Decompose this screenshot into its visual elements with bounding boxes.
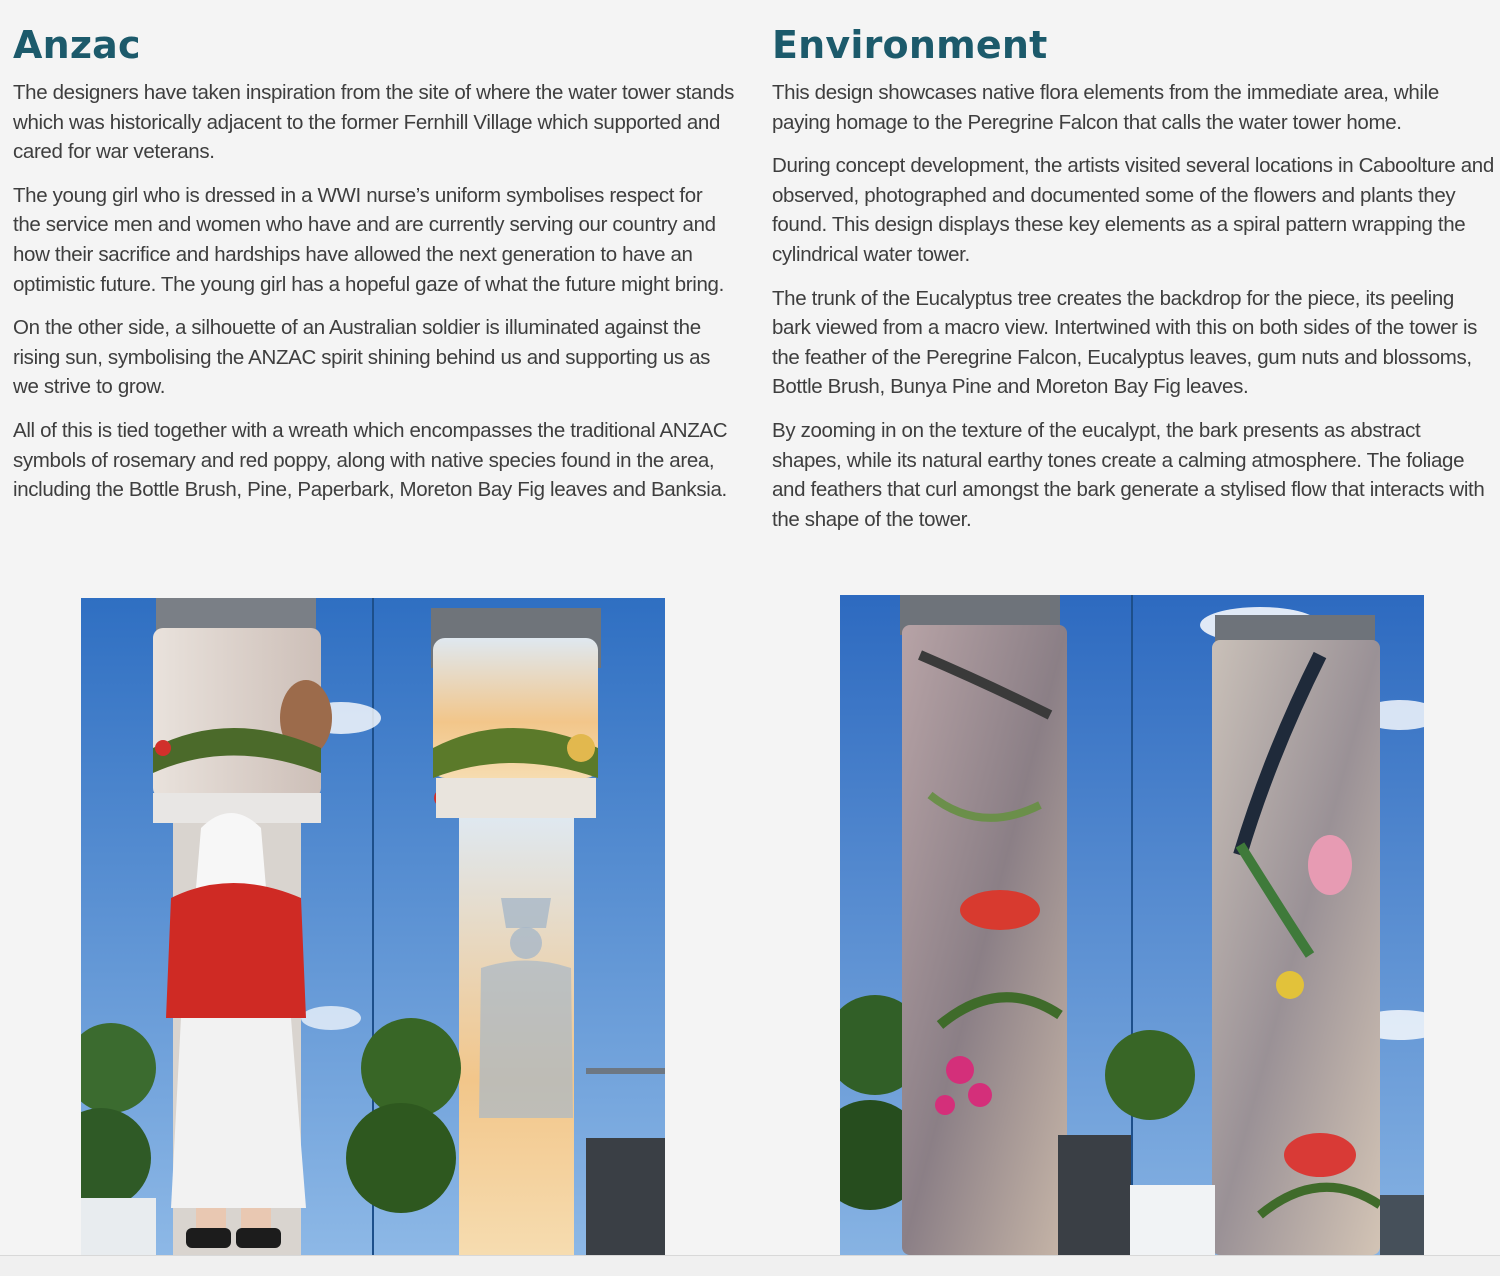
anzac-paragraph-4: All of this is tied together with a wreath which encompasses the traditional ANZAC symbols of rosemary and red poppy, along with native species found in the area, including the Bottle Brush, Pine, Paperbark, Moreton Bay Fig leaves and Banksia. (13, 418, 728, 502)
anzac-section (13, 0, 735, 519)
environment-section (772, 0, 1494, 548)
anzac-paragraph-1: The designers have taken inspiration from the site of where the water tower stands which was historically adjacent to the former Fernhill Village which supported and cared for war veterans. (13, 81, 735, 164)
anzac-mural-illustration (81, 598, 665, 1255)
anzac-mural-image (81, 598, 665, 1255)
anzac-paragraph-2: The young girl who is dressed in a WWI nurse’s uniform symbolises respect for the service men and women who have and are currently serving our country and how their sacrifice and hardships have allowed the next generation to have an optimistic future. The young girl has a hopeful gaze of what the future might bring. (13, 183, 724, 296)
environment-mural-illustration (840, 595, 1424, 1255)
anzac-paragraph-3: On the other side, a silhouette of an Australian soldier is illuminated against the rising sun, symbolising the ANZAC spirit shining behind us and supporting us as we strive to grow. (13, 316, 711, 399)
environment-paragraph-2: During concept development, the artists visited several locations in Caboolture and observed, photographed and documented some of the flowers and plants they found. This design displays these key elements as a spiral pattern wrapping the cylindrical water tower. (772, 154, 1494, 266)
environment-paragraph-3: The trunk of the Eucalyptus tree creates the backdrop for the piece, its peeling bark viewed from a macro view. Intertwined with this on both sides of the tower is the feather of the Peregrine Falcon, Eucalyptus leaves, gum nuts and blossoms, Bottle Brush, Bunya Pine and Moreton Bay Fig leaves. (772, 286, 1478, 399)
environment-paragraph-1: This design showcases native flora elements from the immediate area, while paying homage to the Peregrine Falcon that calls the water tower home. (772, 81, 1439, 134)
environment-heading: Environment (772, 23, 1048, 67)
anzac-heading: Anzac (13, 23, 141, 67)
environment-paragraph-4: By zooming in on the texture of the eucalypt, the bark presents as abstract shapes, while its natural earthy tones create a calming atmosphere. The foliage and feathers that curl amongst the bark generate a stylised flow that interacts with the shape of the tower. (772, 418, 1485, 531)
bottom-scroll-edge (0, 1255, 1500, 1276)
environment-mural-image (840, 595, 1424, 1255)
